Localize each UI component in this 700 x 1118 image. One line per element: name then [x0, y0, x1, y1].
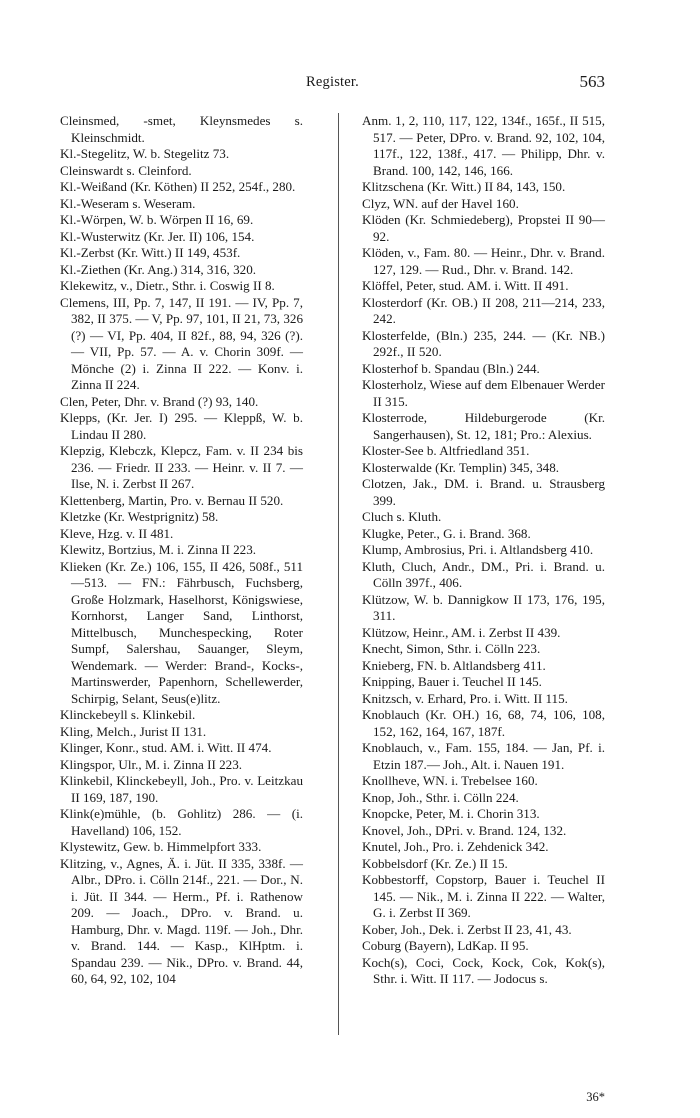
index-entry: Klugke, Peter., G. i. Brand. 368.: [362, 525, 531, 541]
index-entry: Anm. 1, 2, 110, 117, 122, 134f., 165f., II 515, 517. — Peter, DPro. v. Brand. 92, 102, 104, 117f., 122, 138f., 417. — Philipp, Dhr. v. Brand. 100, 142, 146, 166.: [362, 113, 605, 178]
index-entry: Klitzschena (Kr. Witt.) II 84, 143, 150.: [362, 179, 566, 194]
index-entry: Klützow, W. b. Dannigkow II 173, 176, 195, 311.: [362, 591, 605, 623]
index-entry: Coburg (Bayern), LdKap. II 95.: [362, 938, 529, 953]
index-entry: Klosterrode, Hildeburgerode (Kr. Sangerhausen), St. 12, 181; Pro.: Alexius.: [362, 410, 605, 442]
index-entry: Klink(e)mühle, (b. Gohlitz) 286. — (i. Havelland) 106, 152.: [60, 806, 303, 838]
index-entry: Clen, Peter, Dhr. v. Brand (?) 93, 140.: [60, 393, 259, 409]
index-column-left: [60, 113, 303, 988]
index-entry: Kleve, Hzg. v. II 481.: [60, 525, 174, 541]
index-entry: Cleinswardt s. Cleinford.: [60, 162, 192, 178]
index-entry: Kletzke (Kr. Westprignitz) 58.: [60, 509, 219, 524]
index-entry: Knieberg, FN. b. Altlandsberg 411.: [362, 657, 546, 673]
index-entry: Kl.-Weseram s. Weseram.: [60, 195, 196, 211]
index-entry: Klinckebeyll s. Klinkebil.: [60, 707, 196, 722]
index-entry: Cluch s. Kluth.: [362, 509, 442, 524]
index-entry: Klinkebil, Klinckebeyll, Joh., Pro. v. Leitzkau II 169, 187, 190.: [60, 773, 303, 805]
index-entry: Kl.-Weißand (Kr. Köthen) II 252, 254f., 280.: [60, 179, 296, 194]
index-entry: Knop, Joh., Sthr. i. Cölln 224.: [362, 789, 519, 805]
index-entry: Cleinsmed, -smet, Kleynsmedes s. Kleinschmidt.: [60, 113, 303, 145]
index-entry: Klystewitz, Gew. b. Himmelpfort 333.: [60, 839, 262, 854]
index-entry: Kling, Melch., Jurist II 131.: [60, 723, 207, 739]
index-entry: Kl.-Stegelitz, W. b. Stegelitz 73.: [60, 146, 230, 161]
index-entry: Klettenberg, Martin, Pro. v. Bernau II 520.: [60, 492, 284, 508]
index-entry: Knoblauch (Kr. OH.) 16, 68, 74, 106, 108, 152, 162, 164, 167, 187f.: [362, 707, 605, 739]
index-entry: Kloster-See b. Altfriedland 351.: [362, 443, 530, 458]
index-entry: Kl.-Wusterwitz (Kr. Jer. II) 106, 154.: [60, 228, 255, 244]
page-number: 563: [579, 72, 605, 91]
index-entry: Klitzing, v., Agnes, Ä. i. Jüt. II 335, 338f. — Albr., DPro. i. Cölln 214f., 221. — Dor., N. i. Jüt. II 344. — Herm., Pf. i. Rathenow 209. — Joach., DPro. v. Brand. u. Hamburg, Dhr. v. Magd. 119f. — Joh., Dhr. v. Brand. 144. — Kasp., KlHptm. i. Spandau 239. — Nik., DPro. v. Brand. 44, 60, 64, 92, 102, 104: [60, 855, 303, 986]
index-entry: Klosterfelde, (Bln.) 235, 244. — (Kr. NB.) 292f., II 520.: [362, 327, 605, 359]
column-divider: [338, 113, 339, 1035]
index-entry: Knopcke, Peter, M. i. Chorin 313.: [362, 806, 540, 821]
index-entry: Koch(s), Coci, Cock, Kock, Cok, Kok(s), Sthr. i. Witt. II 117. — Jodocus s.: [362, 954, 605, 986]
index-entry: Knecht, Simon, Sthr. i. Cölln 223.: [362, 641, 541, 656]
index-column-right: [362, 113, 605, 988]
index-entry: Klosterholz, Wiese auf dem Elbenauer Werder II 315.: [362, 377, 605, 409]
index-entry: Kobbestorff, Copstorp, Bauer i. Teuchel II 145. — Nik., M. i. Zinna II 222. — Walter, G. i. Zerbst II 369.: [362, 872, 605, 920]
index-entry: Klieken (Kr. Ze.) 106, 155, II 426, 508f., 511—513. — FN.: Fährbusch, Fuchsberg, Große Holzmark, Haselhorst, Königswiese, Kornhorst, Langer Sand, Linthorst, Mittelbusch, Munchespecking, Roter Sumpf, Salershau, Sauanger, Sleym, Wendemark. — Werder: Brand-, Kocks-, Martinswerder, Papenhorn, Schellewerder, Schirpig, Selant, Seus(e)litz.: [60, 558, 303, 706]
index-entry: Clemens, III, Pp. 7, 147, II 191. — IV, Pp. 7, 382, II 375. — V, Pp. 97, 101, II 21, 73, 326 (?) — VI, Pp. 404, II 82f., 88, 94, 326 (?). — VII, Pp. 57. — A. v. Chorin 309f. — Mönche (2) i. Zinna II 222. — Konv. i. Zinna II 224.: [60, 294, 303, 392]
running-title: Register.: [306, 74, 359, 90]
signature-mark: 36*: [586, 1090, 605, 1104]
index-entry: Clotzen, Jak., DM. i. Brand. u. Strausberg 399.: [362, 476, 605, 508]
index-entry: Klepzig, Klebczk, Klepcz, Fam. v. II 234 bis 236. — Friedr. II 233. — Heinr. v. II 7. — Ilse, N. i. Zerbst II 267.: [60, 443, 303, 491]
index-entry: Klump, Ambrosius, Pri. i. Altlandsberg 410.: [362, 542, 594, 557]
index-entry: Klepps, (Kr. Jer. I) 295. — Kleppß, W. b. Lindau II 280.: [60, 410, 303, 442]
index-entry: Kl.-Wörpen, W. b. Wörpen II 16, 69.: [60, 212, 254, 227]
index-entry: Kober, Joh., Dek. i. Zerbst II 23, 41, 43.: [362, 921, 572, 937]
index-entry: Klewitz, Bortzius, M. i. Zinna II 223.: [60, 542, 257, 557]
index-entry: Klöden, v., Fam. 80. — Heinr., Dhr. v. Brand. 127, 129. — Rud., Dhr. v. Brand. 142.: [362, 245, 605, 277]
index-entry: Knoblauch, v., Fam. 155, 184. — Jan, Pf. i. Etzin 187.— Joh., Alt. i. Nauen 191.: [362, 740, 605, 772]
index-entry: Knitzsch, v. Erhard, Pro. i. Witt. II 115.: [362, 690, 568, 706]
index-entry: Klosterdorf (Kr. OB.) II 208, 211—214, 233, 242.: [362, 294, 605, 326]
page-header: [60, 74, 605, 96]
index-entry: Knovel, Joh., DPri. v. Brand. 124, 132.: [362, 822, 567, 838]
index-entry: Knipping, Bauer i. Teuchel II 145.: [362, 674, 542, 689]
index-entry: Kl.-Ziethen (Kr. Ang.) 314, 316, 320.: [60, 261, 257, 277]
index-entry: Klosterwalde (Kr. Templin) 345, 348.: [362, 459, 560, 475]
index-entry: Klekewitz, v., Dietr., Sthr. i. Coswig II 8.: [60, 278, 275, 293]
index-entry: Clyz, WN. auf der Havel 160.: [362, 195, 519, 211]
index-entry: Klinger, Konr., stud. AM. i. Witt. II 474.: [60, 740, 272, 755]
index-entry: Knollheve, WN. i. Trebelsee 160.: [362, 773, 538, 788]
index-entry: Klingspor, Ulr., M. i. Zinna II 223.: [60, 756, 243, 772]
index-entry: Kobbelsdorf (Kr. Ze.) II 15.: [362, 855, 508, 871]
index-entry: Kluth, Cluch, Andr., DM., Pri. i. Brand. u. Cölln 397f., 406.: [362, 558, 605, 590]
index-entry: Klützow, Heinr., AM. i. Zerbst II 439.: [362, 624, 561, 640]
index-entry: Klosterhof b. Spandau (Bln.) 244.: [362, 360, 540, 376]
index-entry: Klöden (Kr. Schmiedeberg), Propstei II 90—92.: [362, 212, 605, 244]
index-entry: Knutel, Joh., Pro. i. Zehdenick 342.: [362, 839, 549, 854]
index-entry: Klöffel, Peter, stud. AM. i. Witt. II 491.: [362, 278, 569, 293]
index-entry: Kl.-Zerbst (Kr. Witt.) II 149, 453f.: [60, 245, 241, 260]
